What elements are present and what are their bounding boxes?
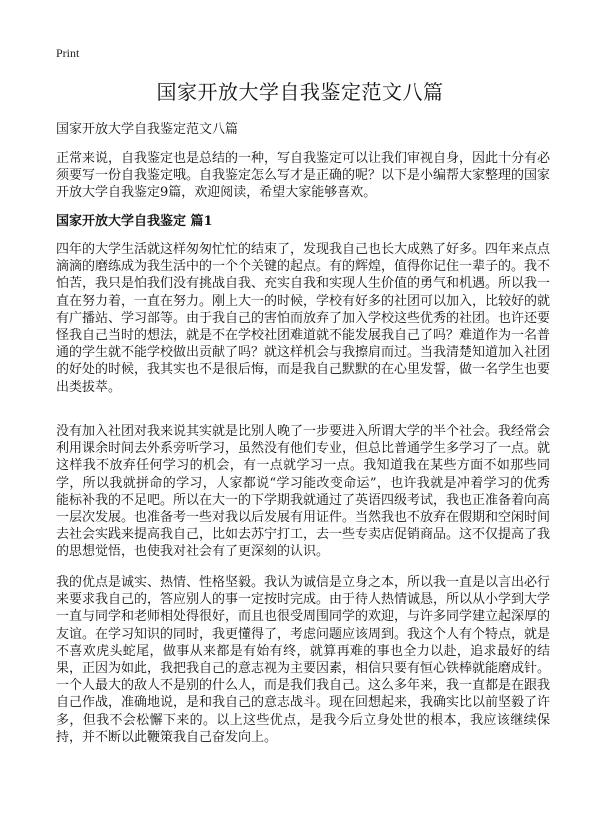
intro-paragraph: 正常来说，自我鉴定也是总结的一种，写自我鉴定可以让我们审视自身，因此十分有必须要写一份自我鉴定哦。自我鉴定怎么写才是正确的呢？以下是小编帮大家整理的国家开放大学自我鉴定9篇，欢迎阅读，希望大家能够喜欢。 [56,151,551,201]
page-title: 国家开放大学自我鉴定范文八篇 [156,80,444,104]
body-paragraph-2: 没有加入社团对我来说其实就是比别人晚了一步要进入所谓大学的半个社会。我经常会利用课余时间去外系旁听学习，虽然没有他们专业，但总比普通学生多学习了一点。就这样我不放弃任何学习的机会，有一点就学习一点。我知道我在某些方面不如那些同学，所以我就拼命的学习，人家都说“学习能改变命运”，也许我就是冲着学习的优秀能标补我的不足吧。所以在大一的下学期我就通过了英语四级考试，我也正准备着向高一层次发展。也准备考一些对我以后发展有用证件。当然我也不放弃在假期和空闲时间去社会实践来提高我自己，比如去苏宁打工，去一些专卖店促销商品。这不仅提高了我的思想觉悟，也使我对社会有了更深刻的认识。 [56,424,551,560]
section-heading: 国家开放大学自我鉴定 篇1 [56,214,213,229]
print-label: Print [56,46,80,60]
body-paragraph-3: 我的优点是诚实、热情、性格坚毅。我认为诚信是立身之本，所以我一直是以言出必行来要求我自己的，答应别人的事一定按时完成。由于待人热情诚恳，所以从小学到大学一直与同学和老师相处得很好，而且也很受周围同学的欢迎，与许多同学建立起深厚的友谊。在学习知识的同时，我更懂得了，考虑问题应该周到。我这个人有个特点，就是不喜欢虎头蛇尾，做事从来都是有始有终，就算再难的事也全力以赴，追求最好的结果，正因为如此，我把我自己的意志视为主要因素，相信只要有恒心铁棒就能磨成针。一个人最大的敌人不是别的什么人，而是我们我自己。这么多年来，我一直都是在跟我自己作战，准确地说，是和我自己的意志战斗。现在回想起来，我确实比以前坚毅了许多，但我不会松懈下来的。以上这些优点，是我今后立身处世的根本，我应该继续保持，并不断以此鞭策我自己奋发向上。 [56,575,551,745]
document-subtitle: 国家开放大学自我鉴定范文八篇 [56,122,239,137]
body-paragraph-1: 四年的大学生活就这样匆匆忙忙的结束了，发现我自己也长大成熟了好多。四年来点点滴滴的磨练成为我生活中的一个个关键的起点。有的辉煌，值得你记住一辈子的。我不怕苦，我只是怕我们没有挑战自我、充实自我和实现人生价值的勇气和机遇。所以我一直在努力着，一直在努力。刚上大一的时候，学校有好多的社团可以加入，比较好的就有广播站、学习部等。由于我自己的害怕而放弃了加入学校这些优秀的社团。也许还要怪我自己当时的想法，就是不在学校社团难道就不能发展我自己了吗？难道作为一名普通的学生就不能学校做出贡献了吗？就这样机会与我擦肩而过。当我清楚知道加入社团的好处的时候，我其实也不是很后悔，而是我自己默默的在心里发誓，做一名学生也要出类拔萃。 [56,242,551,395]
